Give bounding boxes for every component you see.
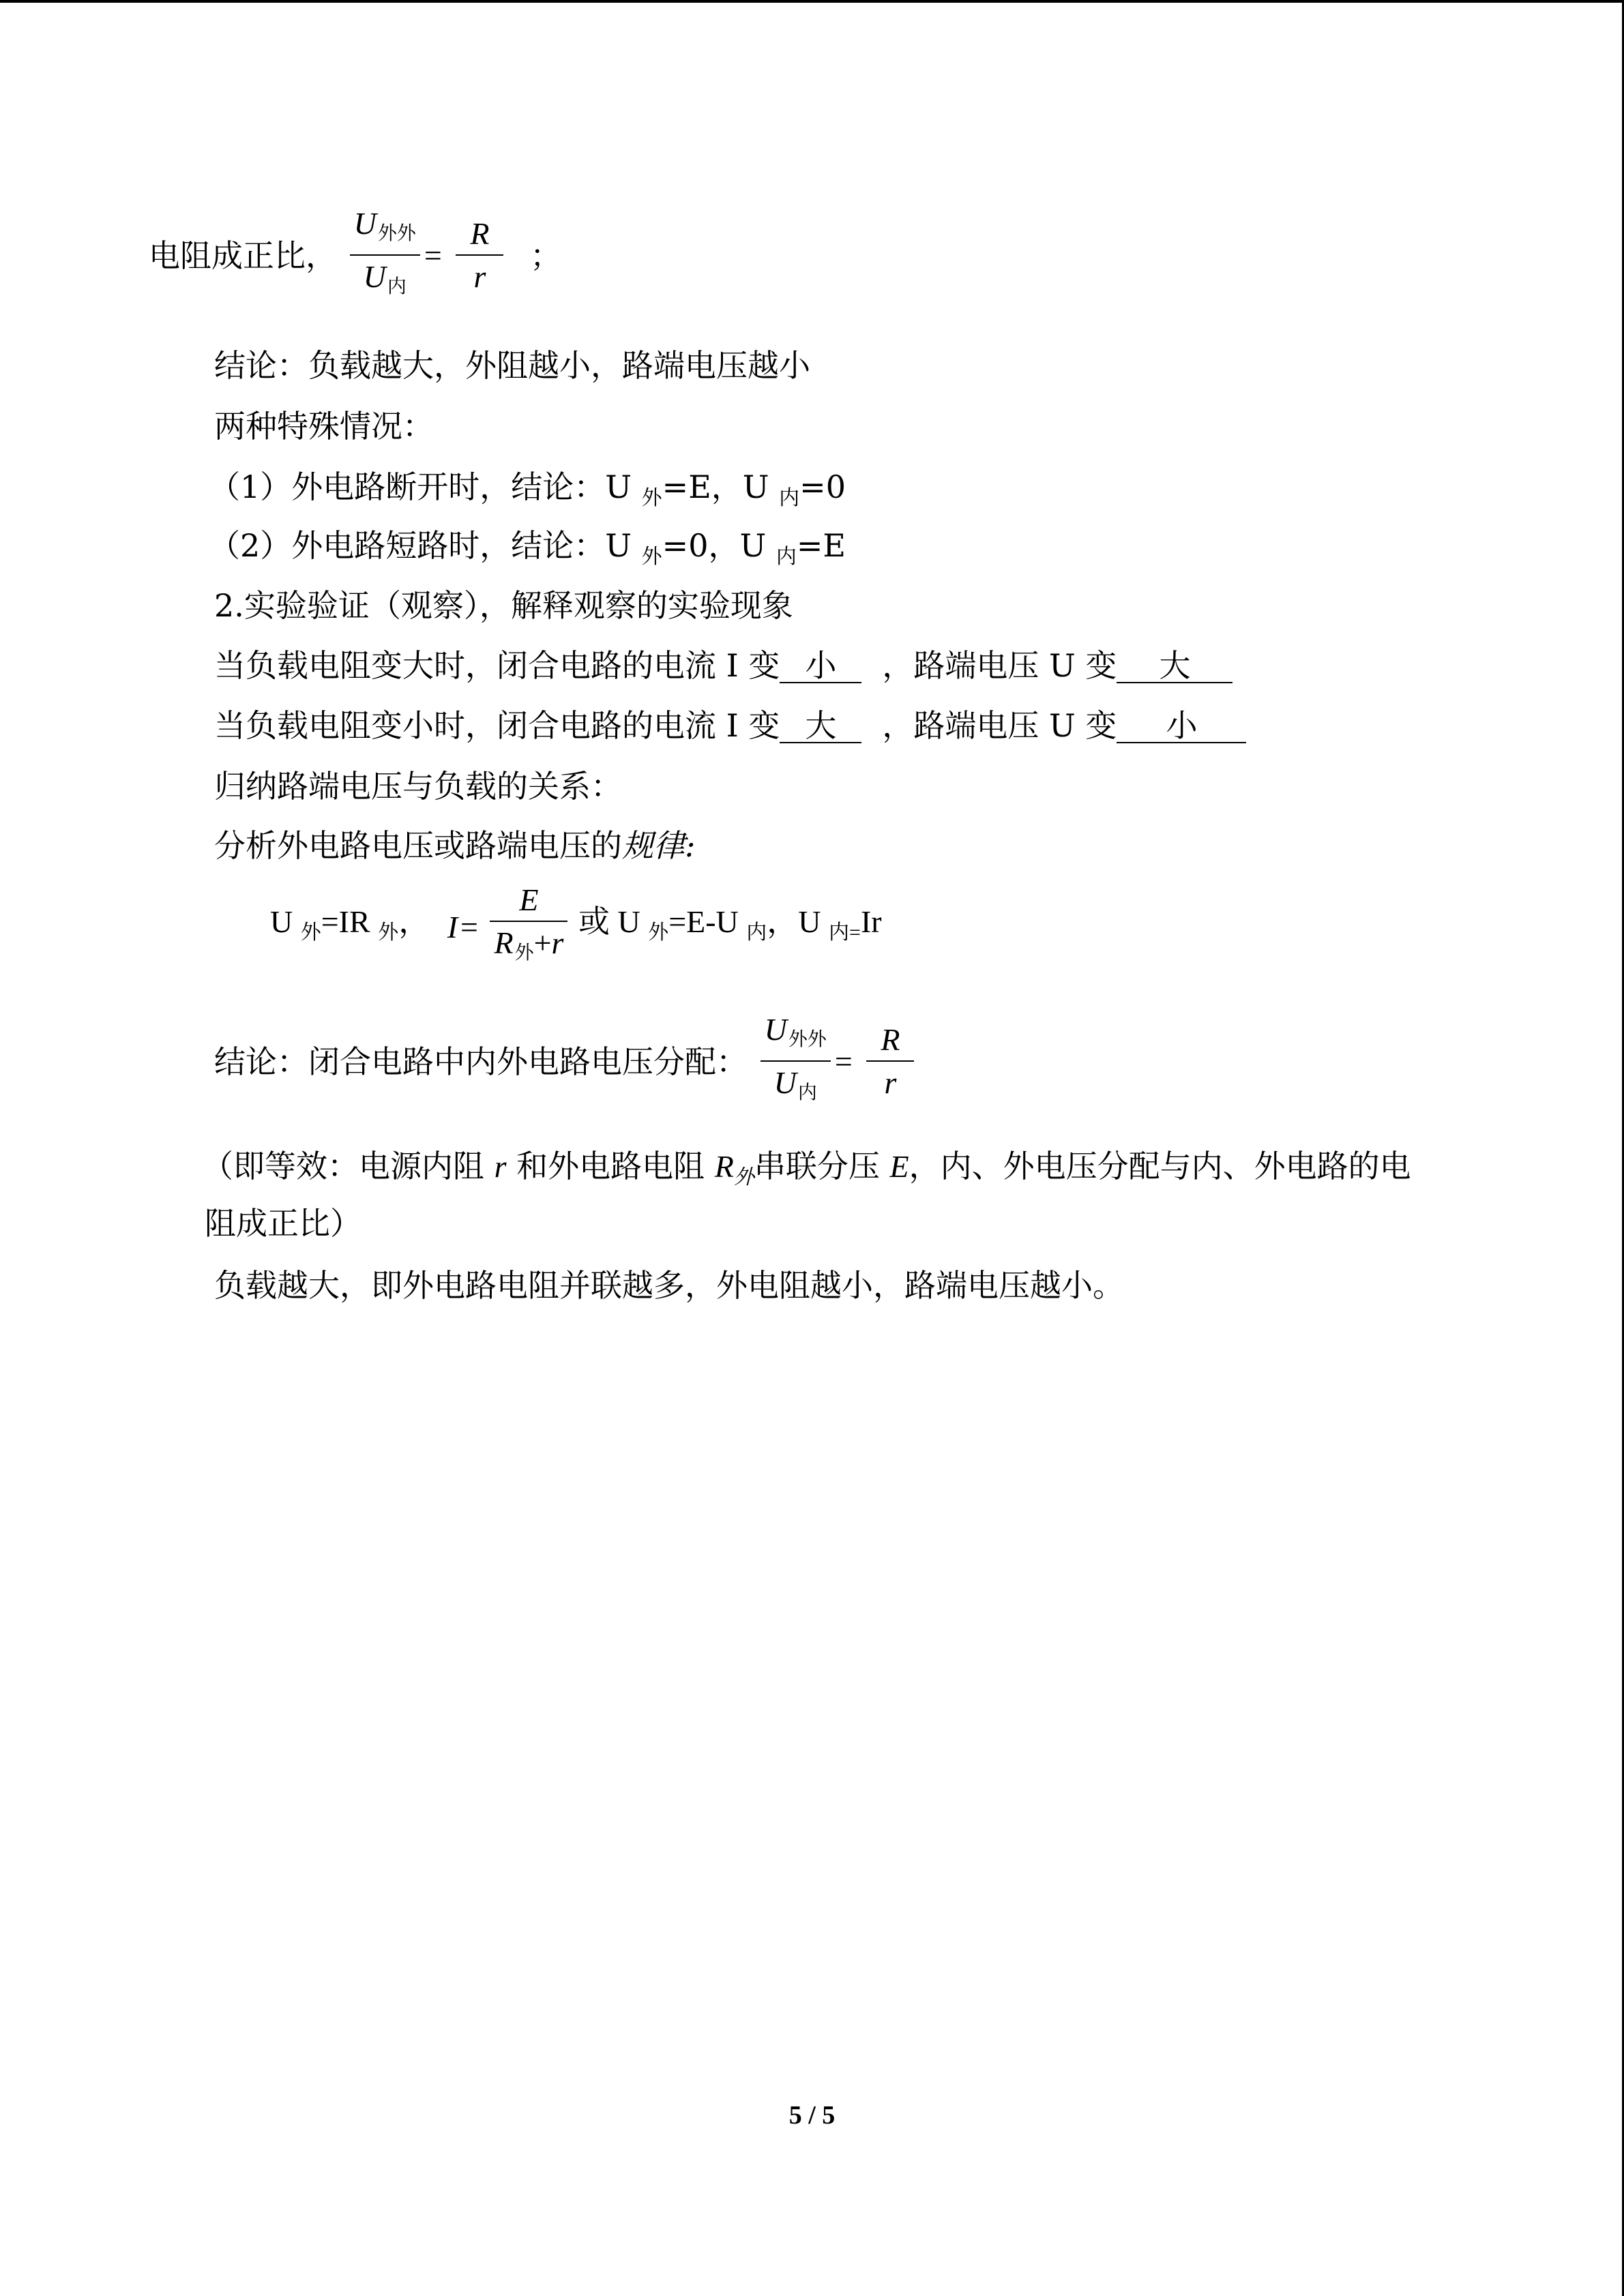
top-border — [0, 0, 1624, 3]
equivalence-line-2: 阻成正比） — [205, 1205, 361, 1242]
intro-text: 电阻成正比， — [149, 237, 337, 274]
answer-blank: 小 — [780, 649, 861, 683]
answer-blank: 大 — [780, 709, 861, 743]
equals-sign: = — [834, 1044, 853, 1079]
formula-line: U $_外$=IR $_外$， I= $\frac{E}{R_外+r}$ 或 U $_外$=E-U $_内$，U $_{内=}$Ir — [270, 880, 882, 974]
experiment-heading: 2.实验验证（观察），解释观察的实验现象 — [214, 587, 793, 624]
page-number: 5 / 5 — [788, 2101, 836, 2130]
voltage-ratio-fraction: $\frac{U_{外外}}{U_内}$ — [350, 203, 420, 308]
analyze-heading: 分析外电路电压或路端电压的规律: — [214, 827, 696, 864]
case-2: （2）外电路短路时，结论：U $_外$=0，U $_内$=E — [209, 527, 846, 569]
summarize-heading: 归纳路端电压与负载的关系： — [214, 768, 622, 805]
conclusion-1: 结论：负载越大，外阻越小，路端电压越小 — [214, 347, 810, 384]
equivalence-line-1: （即等效：电源内阻 r 和外电路电阻 $R_外$串联分压 E，内、外电压分配与内、外电路的电 — [202, 1148, 1411, 1189]
experiment-line-1: 当负载电阻变大时，闭合电路的电流 I 变 小 ，路端电压 U 变 大 — [214, 646, 1232, 685]
answer-blank: 大 — [1117, 649, 1232, 683]
intro-line — [149, 203, 561, 308]
resistance-ratio-fraction: $\frac{R}{r}$ — [456, 213, 503, 298]
answer-blank: 小 — [1117, 709, 1246, 743]
special-cases-heading: 两种特殊情况： — [214, 408, 434, 445]
resistance-ratio-fraction: $\frac{R}{r}$ — [866, 1019, 914, 1104]
case-1: （1）外电路断开时，结论：U $_外$=E，U $_内$=0 — [209, 468, 846, 510]
equals-sign: = — [424, 238, 442, 273]
voltage-ratio-fraction: $\frac{U_{外外}}{U_内}$ — [761, 1009, 831, 1114]
conclusion-2: 结论：闭合电路中内外电路电压分配： $\frac{U_{外外}}{U_内}$ = $\frac{R}{r}$ — [214, 1009, 917, 1114]
experiment-line-2: 当负载电阻变小时，闭合电路的电流 I 变 大 ，路端电压 U 变 小 — [214, 706, 1246, 745]
current-fraction: $\frac{E}{R_外+r}$ — [490, 880, 567, 974]
semicolon: ； — [530, 237, 562, 274]
final-conclusion: 负载越大，即外电路电阻并联越多，外电阻越小，路端电压越小。 — [214, 1267, 1124, 1304]
